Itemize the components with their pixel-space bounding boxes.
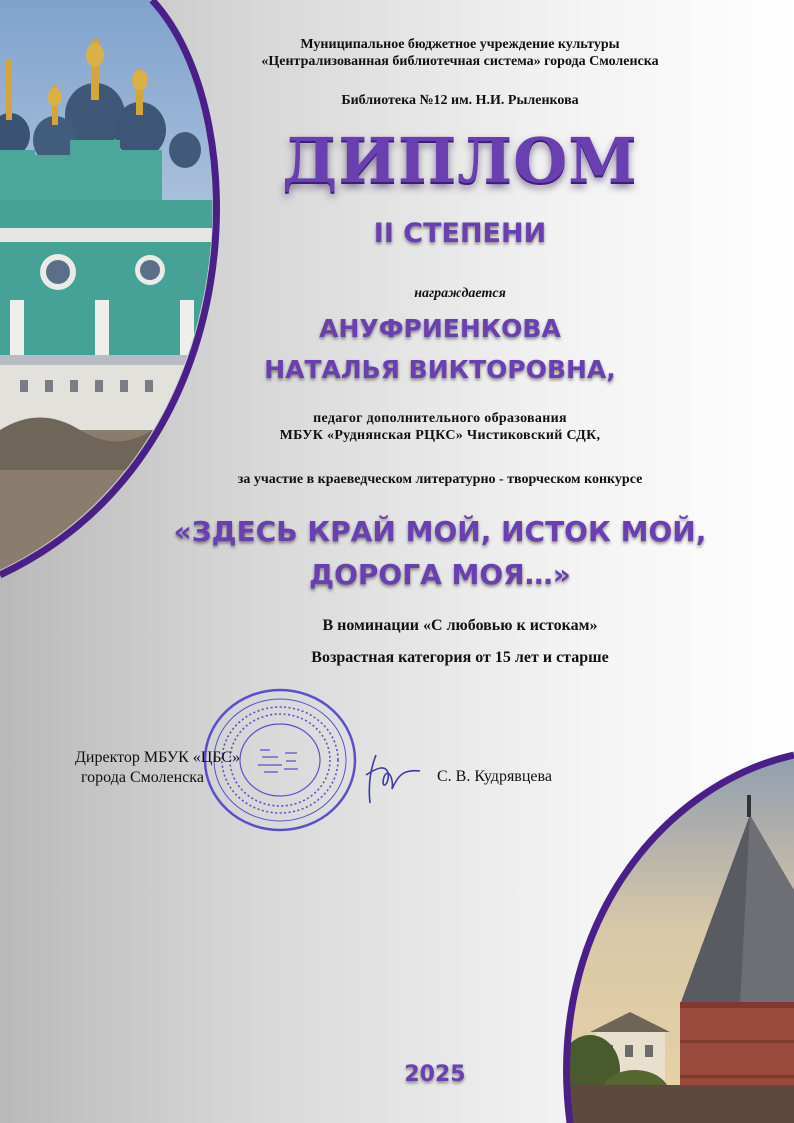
director-line-2: города Смоленска bbox=[81, 769, 204, 786]
recipient-name-line-1: АНУФРИЕНКОВА bbox=[319, 314, 561, 343]
director-line-1: Директор МБУК «ЦБС» bbox=[75, 749, 241, 766]
contest-text: за участие в краеведческом литературно - творческом конкурсе bbox=[237, 472, 643, 487]
position-line-1: педагог дополнительного образования bbox=[313, 411, 567, 426]
age-category: Возрастная категория от 15 лет и старше bbox=[311, 649, 609, 666]
contest-title-line-2: ДОРОГА МОЯ…» bbox=[309, 558, 571, 591]
recipient-position bbox=[170, 410, 710, 444]
fortress-tower-photo bbox=[540, 740, 794, 1123]
organization-name bbox=[200, 36, 720, 70]
organization-line-1: Муниципальное бюджетное учреждение культуры bbox=[300, 37, 620, 52]
nomination: В номинации «С любовью к истокам» bbox=[322, 617, 598, 634]
library-name: Библиотека №12 им. Н.И. Рыленкова bbox=[341, 93, 579, 108]
handwritten-signature bbox=[358, 745, 428, 810]
director-title bbox=[75, 748, 240, 788]
contest-title-line-1: «ЗДЕСЬ КРАЙ МОЙ, ИСТОК МОЙ, bbox=[173, 515, 707, 548]
diploma-year: 2025 bbox=[404, 1062, 466, 1087]
organization-line-2: «Централизованная библиотечная система» города Смоленска bbox=[261, 54, 659, 69]
diploma-title: ДИПЛОМ bbox=[282, 124, 638, 197]
cathedral-photo bbox=[0, 0, 260, 600]
signer-name: С. В. Кудрявцева bbox=[437, 768, 552, 785]
diploma-degree: II СТЕПЕНИ bbox=[373, 218, 547, 249]
position-line-2: МБУК «Руднянская РЦКС» Чистиковский СДК, bbox=[279, 428, 601, 443]
recipient-name-line-2: НАТАЛЬЯ ВИКТОРОВНА, bbox=[264, 355, 616, 384]
awarded-label: награждается bbox=[414, 286, 506, 301]
